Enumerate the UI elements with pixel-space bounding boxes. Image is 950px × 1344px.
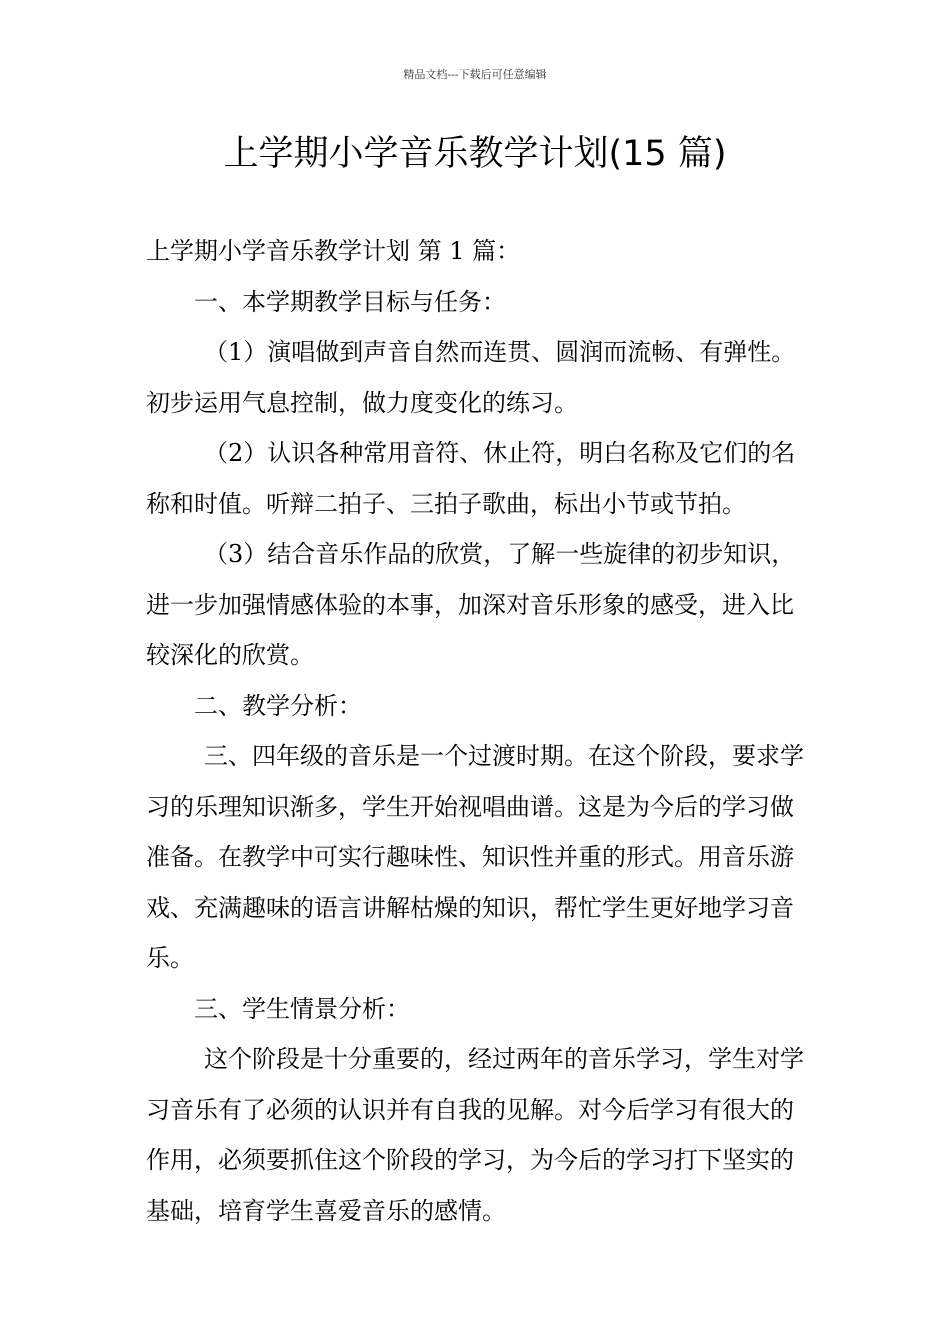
paragraph-student-heading: 三、学生情景分析：: [194, 994, 410, 1023]
paragraph-section-heading: 上学期小学音乐教学计划 第 1 篇：: [146, 237, 521, 265]
paragraph-goal-1: （1）演唱做到声音自然而连贯、圆润而流畅、有弹性。初步运用气息控制，做力度变化的练习。: [146, 338, 796, 417]
paragraph-goal-2: （2）认识各种常用音符、休止符，明白名称及它们的名称和时值。听辩二拍子、三拍子歌曲，标出小节或节拍。: [146, 439, 796, 518]
paragraph-goals-heading: 一、本学期教学目标与任务：: [194, 287, 506, 316]
document-body: [146, 226, 816, 1236]
paragraph-student-body: 这个阶段是十分重要的，经过两年的音乐学习，学生对学习音乐有了必须的认识并有自我的见解。对今后学习有很大的作用，必须要抓住这个阶段的学习，为今后的学习打下坚实的基础，培育学生喜爱音乐的感情。: [146, 1045, 804, 1225]
paragraph-analysis-heading: 二、教学分析：: [194, 691, 362, 720]
header-note: 精品文档---下载后可任意编辑: [403, 68, 547, 81]
paragraph-analysis-body: 三、四年级的音乐是一个过渡时期。在这个阶段，要求学习的乐理知识渐多，学生开始视唱曲谱。这是为今后的学习做准备。在教学中可实行趣味性、知识性并重的形式。用音乐游戏、充满趣味的语言讲解枯燥的知识，帮忙学生更好地学习音乐。: [146, 742, 804, 972]
document-title: 上学期小学音乐教学计划(15 篇): [223, 134, 727, 174]
paragraph-goal-3: （3）结合音乐作品的欣赏，了解一些旋律的初步知识，进一步加强情感体验的本事，加深对音乐形象的感受，进入比较深化的欣赏。: [146, 540, 796, 669]
